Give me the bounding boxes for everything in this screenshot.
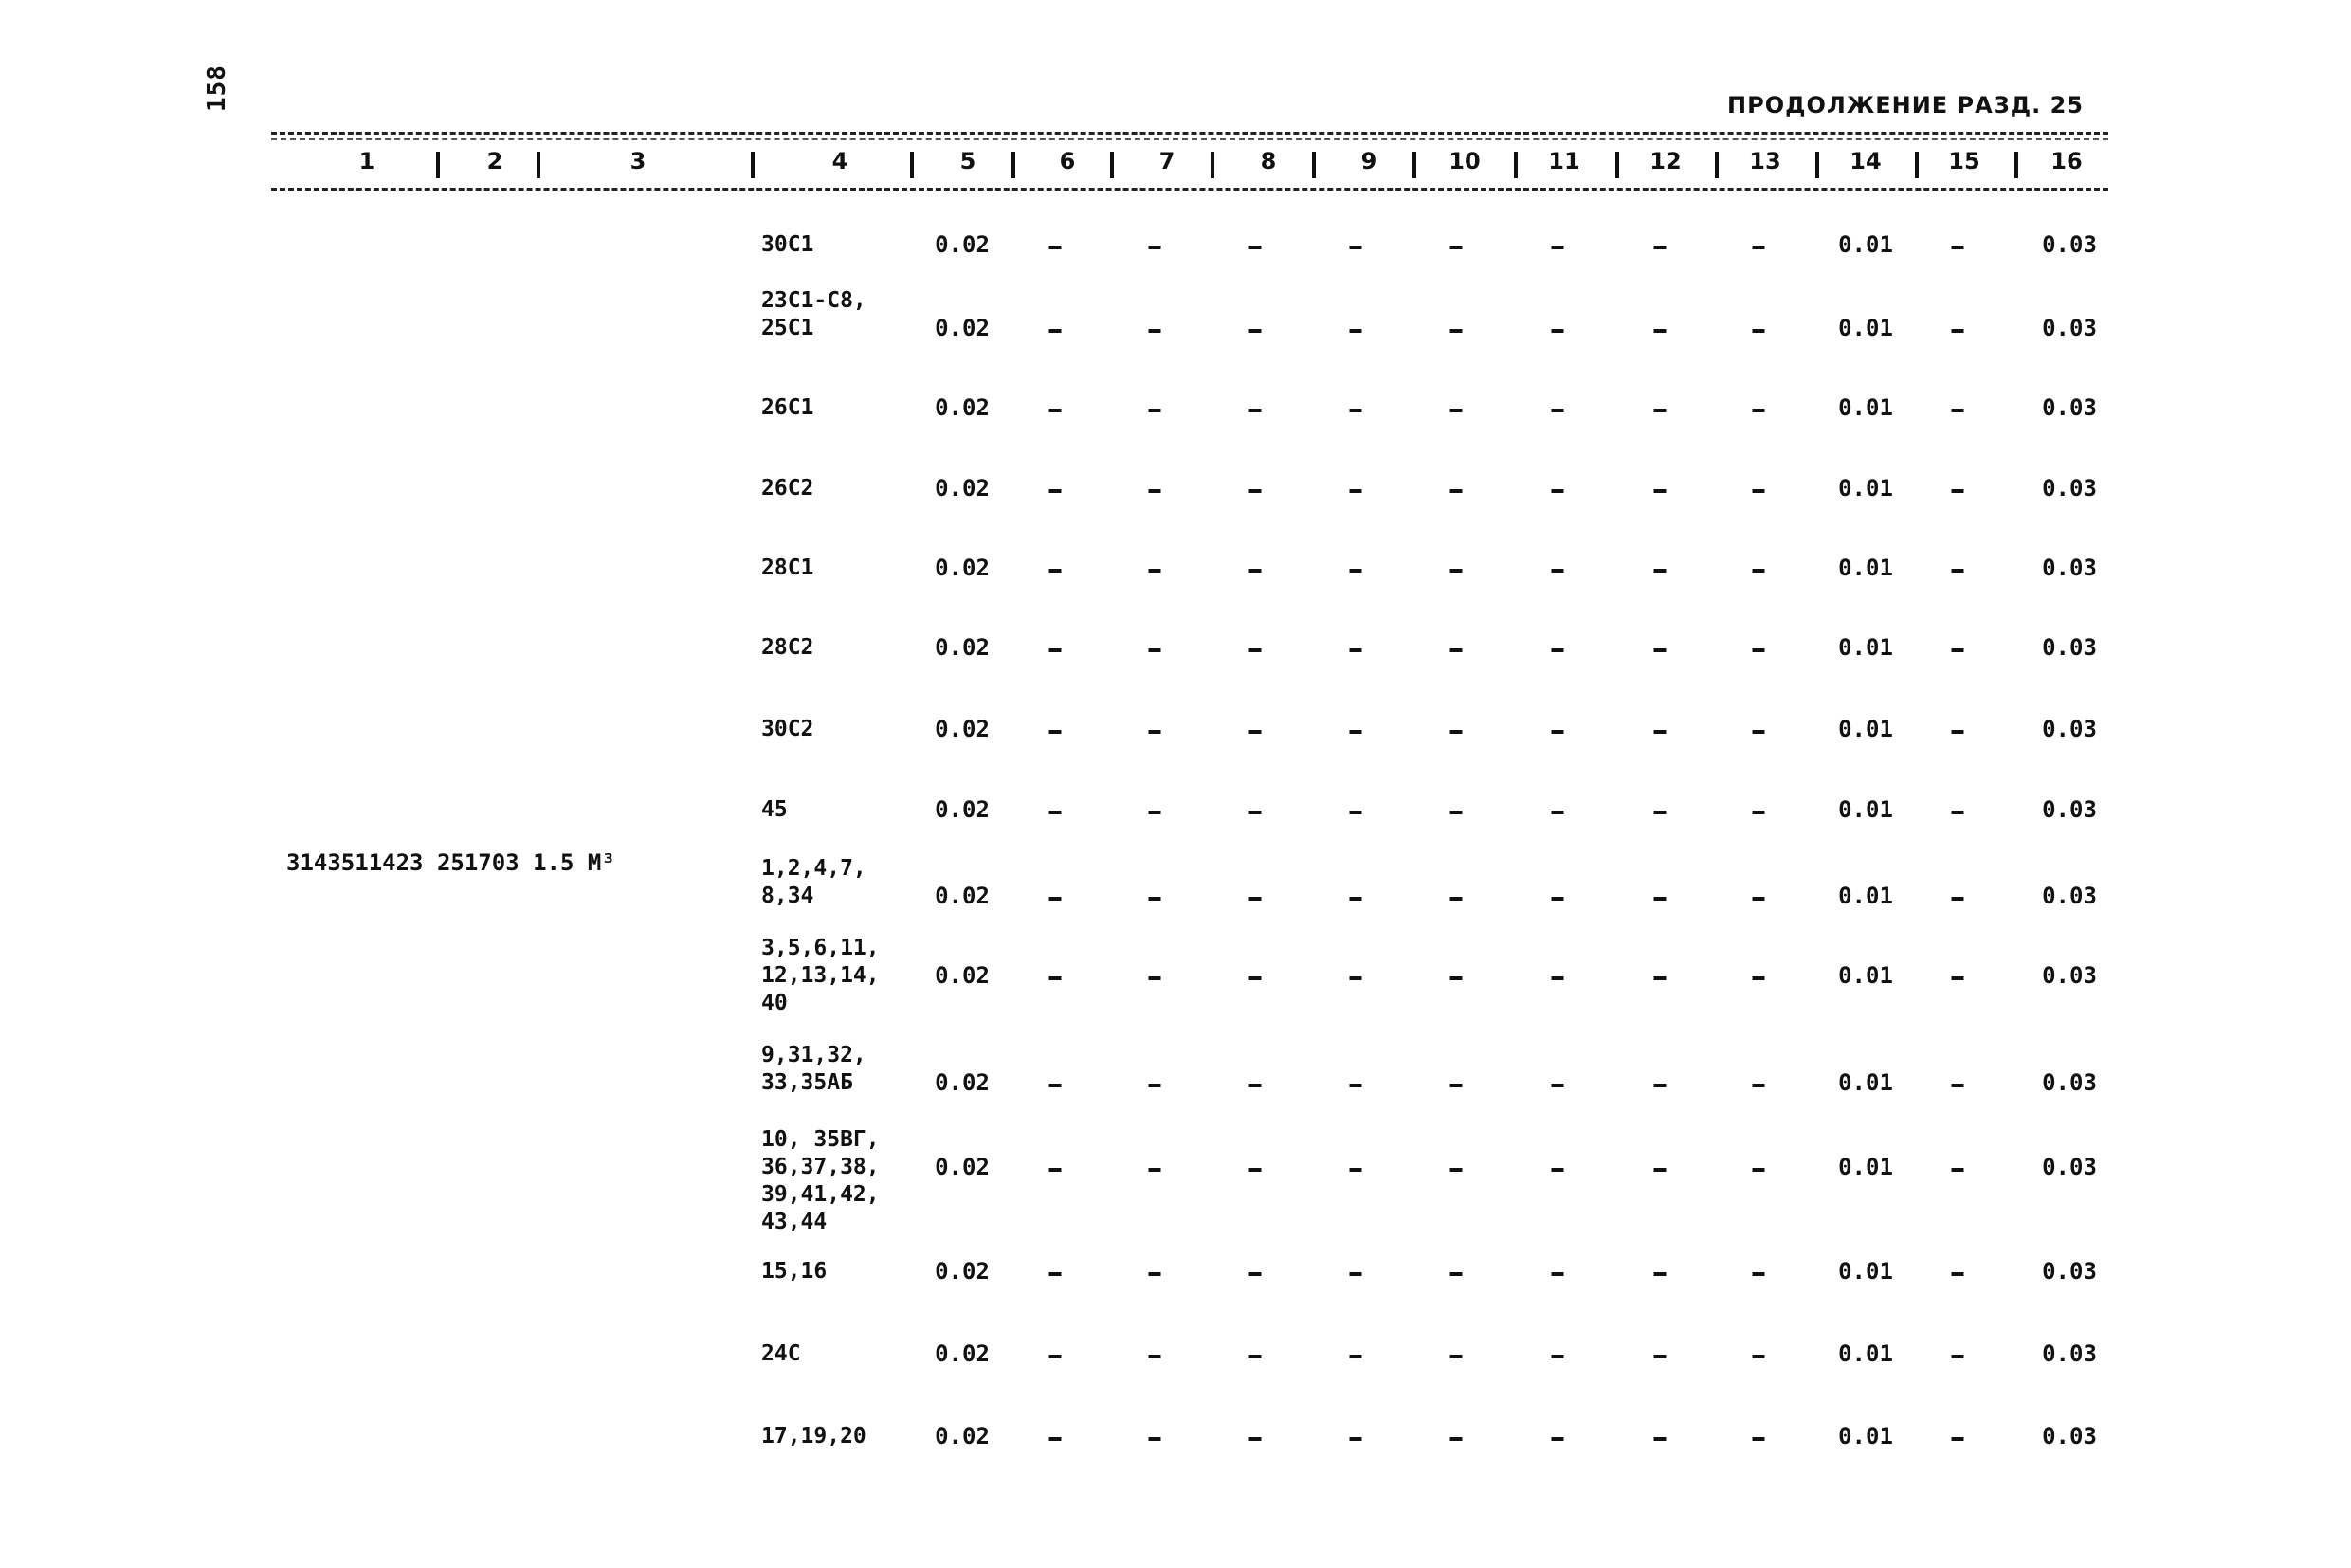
- dash-mark: [1552, 409, 1564, 412]
- column-header-6: 6: [1059, 148, 1076, 174]
- dash-mark: [1450, 897, 1463, 901]
- dash-mark: [1049, 976, 1062, 980]
- cell-c16: 0.03: [2042, 1340, 2097, 1367]
- dash-mark: [1654, 976, 1667, 980]
- dash-mark: [1149, 569, 1161, 573]
- cell-column-4: 1,2,4,7, 8,34: [761, 856, 866, 908]
- dash-mark: [1450, 730, 1463, 734]
- cell-c16: 0.03: [2042, 1423, 2097, 1449]
- dash-mark: [1149, 1272, 1161, 1276]
- dash-mark: [1753, 811, 1765, 814]
- dash-mark: [1350, 648, 1362, 652]
- dash-mark: [1249, 1084, 1262, 1087]
- cell-c5: 0.02: [935, 962, 990, 989]
- dash-mark: [1049, 569, 1062, 573]
- dash-mark: [1249, 897, 1262, 901]
- cell-c5: 0.02: [935, 394, 990, 421]
- dash-mark: [1249, 489, 1262, 493]
- dash-mark: [1350, 329, 1362, 333]
- dash-mark: [1753, 648, 1765, 652]
- dash-mark: [1149, 730, 1161, 734]
- column-separator: [2014, 152, 2018, 178]
- column-header-row: [0, 148, 2351, 182]
- dash-mark: [1952, 489, 1964, 493]
- dash-mark: [1049, 1355, 1062, 1358]
- dash-mark: [1049, 1437, 1062, 1441]
- dash-mark: [1049, 648, 1062, 652]
- cell-c5: 0.02: [935, 716, 990, 742]
- column-header-1: 1: [358, 148, 375, 174]
- dash-mark: [1753, 730, 1765, 734]
- cell-c14: 0.01: [1838, 1154, 1893, 1180]
- dash-mark: [1552, 246, 1564, 249]
- dash-mark: [1450, 569, 1463, 573]
- dash-mark: [1753, 246, 1765, 249]
- dash-mark: [1552, 489, 1564, 493]
- cell-c5: 0.02: [935, 231, 990, 258]
- dash-mark: [1049, 1084, 1062, 1087]
- cell-c14: 0.01: [1838, 962, 1893, 989]
- column-header-15: 15: [1948, 148, 1980, 174]
- dash-mark: [1249, 1272, 1262, 1276]
- dash-mark: [1952, 1084, 1964, 1087]
- dash-mark: [1149, 246, 1161, 249]
- dash-mark: [1952, 1437, 1964, 1441]
- dash-mark: [1450, 409, 1463, 412]
- dash-mark: [1049, 489, 1062, 493]
- dash-mark: [1654, 811, 1667, 814]
- dash-mark: [1149, 897, 1161, 901]
- cell-c5: 0.02: [935, 1069, 990, 1096]
- header-rule-bottom: [271, 188, 2108, 191]
- dash-mark: [1654, 1355, 1667, 1358]
- dash-mark: [1149, 1437, 1161, 1441]
- column-header-10: 10: [1449, 148, 1481, 174]
- cell-c14: 0.01: [1838, 796, 1893, 823]
- cell-column-4: 15,16: [761, 1259, 828, 1284]
- column-separator: [537, 152, 540, 178]
- dash-mark: [1049, 811, 1062, 814]
- column-header-12: 12: [1649, 148, 1682, 174]
- header-rule-top: [271, 132, 2108, 135]
- dash-mark: [1654, 329, 1667, 333]
- column-separator: [1915, 152, 1919, 178]
- dash-mark: [1552, 1437, 1564, 1441]
- cell-c16: 0.03: [2042, 315, 2097, 341]
- dash-mark: [1249, 246, 1262, 249]
- cell-c14: 0.01: [1838, 716, 1893, 742]
- dash-mark: [1654, 1084, 1667, 1087]
- dash-mark: [1450, 1084, 1463, 1087]
- column-separator: [436, 152, 440, 178]
- dash-mark: [1350, 811, 1362, 814]
- continuation-header: ПРОДОЛЖЕНИЕ РАЗД. 25: [1727, 92, 2084, 119]
- dash-mark: [1654, 897, 1667, 901]
- column-header-14: 14: [1850, 148, 1882, 174]
- cell-c5: 0.02: [935, 1423, 990, 1449]
- column-separator: [1011, 152, 1015, 178]
- cell-c14: 0.01: [1838, 475, 1893, 501]
- dash-mark: [1350, 730, 1362, 734]
- dash-mark: [1350, 409, 1362, 412]
- dash-mark: [1249, 1168, 1262, 1172]
- dash-mark: [1952, 976, 1964, 980]
- dash-mark: [1753, 1084, 1765, 1087]
- cell-c14: 0.01: [1838, 555, 1893, 581]
- column-header-4: 4: [831, 148, 848, 174]
- dash-mark: [1753, 1437, 1765, 1441]
- dash-mark: [1952, 811, 1964, 814]
- column-separator: [1312, 152, 1316, 178]
- dash-mark: [1350, 246, 1362, 249]
- dash-mark: [1552, 1272, 1564, 1276]
- cell-column-4: 26С2: [761, 476, 814, 501]
- dash-mark: [1149, 976, 1161, 980]
- cell-c16: 0.03: [2042, 555, 2097, 581]
- cell-c14: 0.01: [1838, 1423, 1893, 1449]
- dash-mark: [1450, 1355, 1463, 1358]
- cell-c16: 0.03: [2042, 796, 2097, 823]
- cell-column-4: 45: [761, 797, 788, 822]
- column-separator: [751, 152, 755, 178]
- dash-mark: [1552, 1168, 1564, 1172]
- dash-mark: [1049, 730, 1062, 734]
- column-separator: [1615, 152, 1619, 178]
- dash-mark: [1552, 811, 1564, 814]
- column-separator: [1110, 152, 1114, 178]
- dash-mark: [1450, 648, 1463, 652]
- cell-c14: 0.01: [1838, 1069, 1893, 1096]
- cell-c16: 0.03: [2042, 883, 2097, 909]
- dash-mark: [1753, 897, 1765, 901]
- cell-c16: 0.03: [2042, 394, 2097, 421]
- cell-column-4: 9,31,32, 33,35АБ: [761, 1043, 866, 1095]
- dash-mark: [1049, 897, 1062, 901]
- cell-column-4: 3,5,6,11, 12,13,14, 40: [761, 936, 880, 1015]
- dash-mark: [1249, 811, 1262, 814]
- dash-mark: [1952, 730, 1964, 734]
- cell-column-4: 28С2: [761, 635, 814, 660]
- dash-mark: [1952, 569, 1964, 573]
- cell-column-4: 28С1: [761, 556, 814, 580]
- dash-mark: [1654, 1168, 1667, 1172]
- dash-mark: [1952, 246, 1964, 249]
- dash-mark: [1350, 897, 1362, 901]
- cell-c14: 0.01: [1838, 1258, 1893, 1285]
- dash-mark: [1450, 1272, 1463, 1276]
- dash-mark: [1654, 1437, 1667, 1441]
- column-header-8: 8: [1260, 148, 1277, 174]
- dash-mark: [1753, 1168, 1765, 1172]
- dash-mark: [1552, 569, 1564, 573]
- column-header-16: 16: [2050, 148, 2083, 174]
- dash-mark: [1149, 648, 1161, 652]
- dash-mark: [1149, 1355, 1161, 1358]
- cell-c5: 0.02: [935, 315, 990, 341]
- dash-mark: [1654, 246, 1667, 249]
- dash-mark: [1249, 409, 1262, 412]
- cell-c16: 0.03: [2042, 475, 2097, 501]
- dash-mark: [1350, 1437, 1362, 1441]
- dash-mark: [1350, 1168, 1362, 1172]
- cell-c16: 0.03: [2042, 962, 2097, 989]
- dash-mark: [1350, 976, 1362, 980]
- cell-c16: 0.03: [2042, 1258, 2097, 1285]
- dash-mark: [1249, 1437, 1262, 1441]
- dash-mark: [1952, 1355, 1964, 1358]
- dash-mark: [1049, 409, 1062, 412]
- dash-mark: [1049, 1168, 1062, 1172]
- cell-column-4: 26С1: [761, 395, 814, 420]
- dash-mark: [1952, 409, 1964, 412]
- dash-mark: [1952, 329, 1964, 333]
- dash-mark: [1149, 1168, 1161, 1172]
- cell-c5: 0.02: [935, 1154, 990, 1180]
- item-code: 3143511423 251703 1.5 М³: [286, 849, 615, 876]
- column-separator: [910, 152, 914, 178]
- dash-mark: [1450, 811, 1463, 814]
- dash-mark: [1350, 1272, 1362, 1276]
- dash-mark: [1350, 1355, 1362, 1358]
- dash-mark: [1654, 648, 1667, 652]
- cell-column-4: 17,19,20: [761, 1424, 866, 1449]
- column-header-5: 5: [959, 148, 976, 174]
- column-separator: [1514, 152, 1518, 178]
- dash-mark: [1753, 1272, 1765, 1276]
- cell-c16: 0.03: [2042, 1069, 2097, 1096]
- column-header-13: 13: [1749, 148, 1781, 174]
- cell-c14: 0.01: [1838, 394, 1893, 421]
- dash-mark: [1952, 1168, 1964, 1172]
- cell-c5: 0.02: [935, 796, 990, 823]
- dash-mark: [1552, 897, 1564, 901]
- cell-column-4: 10, 35ВГ, 36,37,38, 39,41,42, 43,44: [761, 1127, 880, 1234]
- dash-mark: [1753, 329, 1765, 333]
- dash-mark: [1450, 1168, 1463, 1172]
- dash-mark: [1149, 329, 1161, 333]
- dash-mark: [1450, 1437, 1463, 1441]
- cell-c5: 0.02: [935, 634, 990, 661]
- cell-c16: 0.03: [2042, 716, 2097, 742]
- cell-c14: 0.01: [1838, 883, 1893, 909]
- cell-c16: 0.03: [2042, 231, 2097, 258]
- dash-mark: [1049, 1272, 1062, 1276]
- dash-mark: [1350, 569, 1362, 573]
- dash-mark: [1654, 1272, 1667, 1276]
- dash-mark: [1450, 246, 1463, 249]
- dash-mark: [1049, 329, 1062, 333]
- cell-column-4: 23С1-С8, 25С1: [761, 288, 866, 340]
- dash-mark: [1952, 1272, 1964, 1276]
- column-separator: [1715, 152, 1719, 178]
- dash-mark: [1450, 976, 1463, 980]
- page-number: 158: [203, 64, 231, 112]
- column-separator: [1412, 152, 1416, 178]
- cell-c14: 0.01: [1838, 1340, 1893, 1367]
- column-header-2: 2: [486, 148, 503, 174]
- dash-mark: [1552, 976, 1564, 980]
- dash-mark: [1753, 409, 1765, 412]
- dash-mark: [1149, 1084, 1161, 1087]
- cell-c5: 0.02: [935, 555, 990, 581]
- cell-c14: 0.01: [1838, 231, 1893, 258]
- dash-mark: [1654, 569, 1667, 573]
- dash-mark: [1552, 329, 1564, 333]
- cell-column-4: 24С: [761, 1341, 801, 1366]
- dash-mark: [1952, 897, 1964, 901]
- dash-mark: [1249, 569, 1262, 573]
- dash-mark: [1049, 246, 1062, 249]
- dash-mark: [1249, 329, 1262, 333]
- column-header-7: 7: [1158, 148, 1176, 174]
- cell-c14: 0.01: [1838, 315, 1893, 341]
- column-header-9: 9: [1360, 148, 1377, 174]
- dash-mark: [1249, 648, 1262, 652]
- dash-mark: [1350, 489, 1362, 493]
- dash-mark: [1450, 329, 1463, 333]
- dash-mark: [1249, 730, 1262, 734]
- cell-column-4: 30С2: [761, 717, 814, 741]
- dash-mark: [1149, 409, 1161, 412]
- dash-mark: [1552, 1084, 1564, 1087]
- column-header-11: 11: [1548, 148, 1580, 174]
- cell-c5: 0.02: [935, 475, 990, 501]
- column-header-3: 3: [629, 148, 647, 174]
- dash-mark: [1654, 409, 1667, 412]
- dash-mark: [1450, 489, 1463, 493]
- dash-mark: [1350, 1084, 1362, 1087]
- cell-c16: 0.03: [2042, 634, 2097, 661]
- dash-mark: [1753, 569, 1765, 573]
- column-separator: [1211, 152, 1214, 178]
- dash-mark: [1654, 730, 1667, 734]
- dash-mark: [1149, 489, 1161, 493]
- cell-c5: 0.02: [935, 1340, 990, 1367]
- dash-mark: [1654, 489, 1667, 493]
- cell-c16: 0.03: [2042, 1154, 2097, 1180]
- header-rule-top-secondary: [271, 138, 2108, 140]
- column-separator: [1815, 152, 1819, 178]
- dash-mark: [1249, 976, 1262, 980]
- dash-mark: [1753, 489, 1765, 493]
- cell-column-4: 30С1: [761, 232, 814, 257]
- dash-mark: [1149, 811, 1161, 814]
- cell-c5: 0.02: [935, 883, 990, 909]
- cell-c5: 0.02: [935, 1258, 990, 1285]
- dash-mark: [1952, 648, 1964, 652]
- dash-mark: [1249, 1355, 1262, 1358]
- cell-c14: 0.01: [1838, 634, 1893, 661]
- dash-mark: [1552, 1355, 1564, 1358]
- dash-mark: [1552, 730, 1564, 734]
- dash-mark: [1552, 648, 1564, 652]
- dash-mark: [1753, 1355, 1765, 1358]
- dash-mark: [1753, 976, 1765, 980]
